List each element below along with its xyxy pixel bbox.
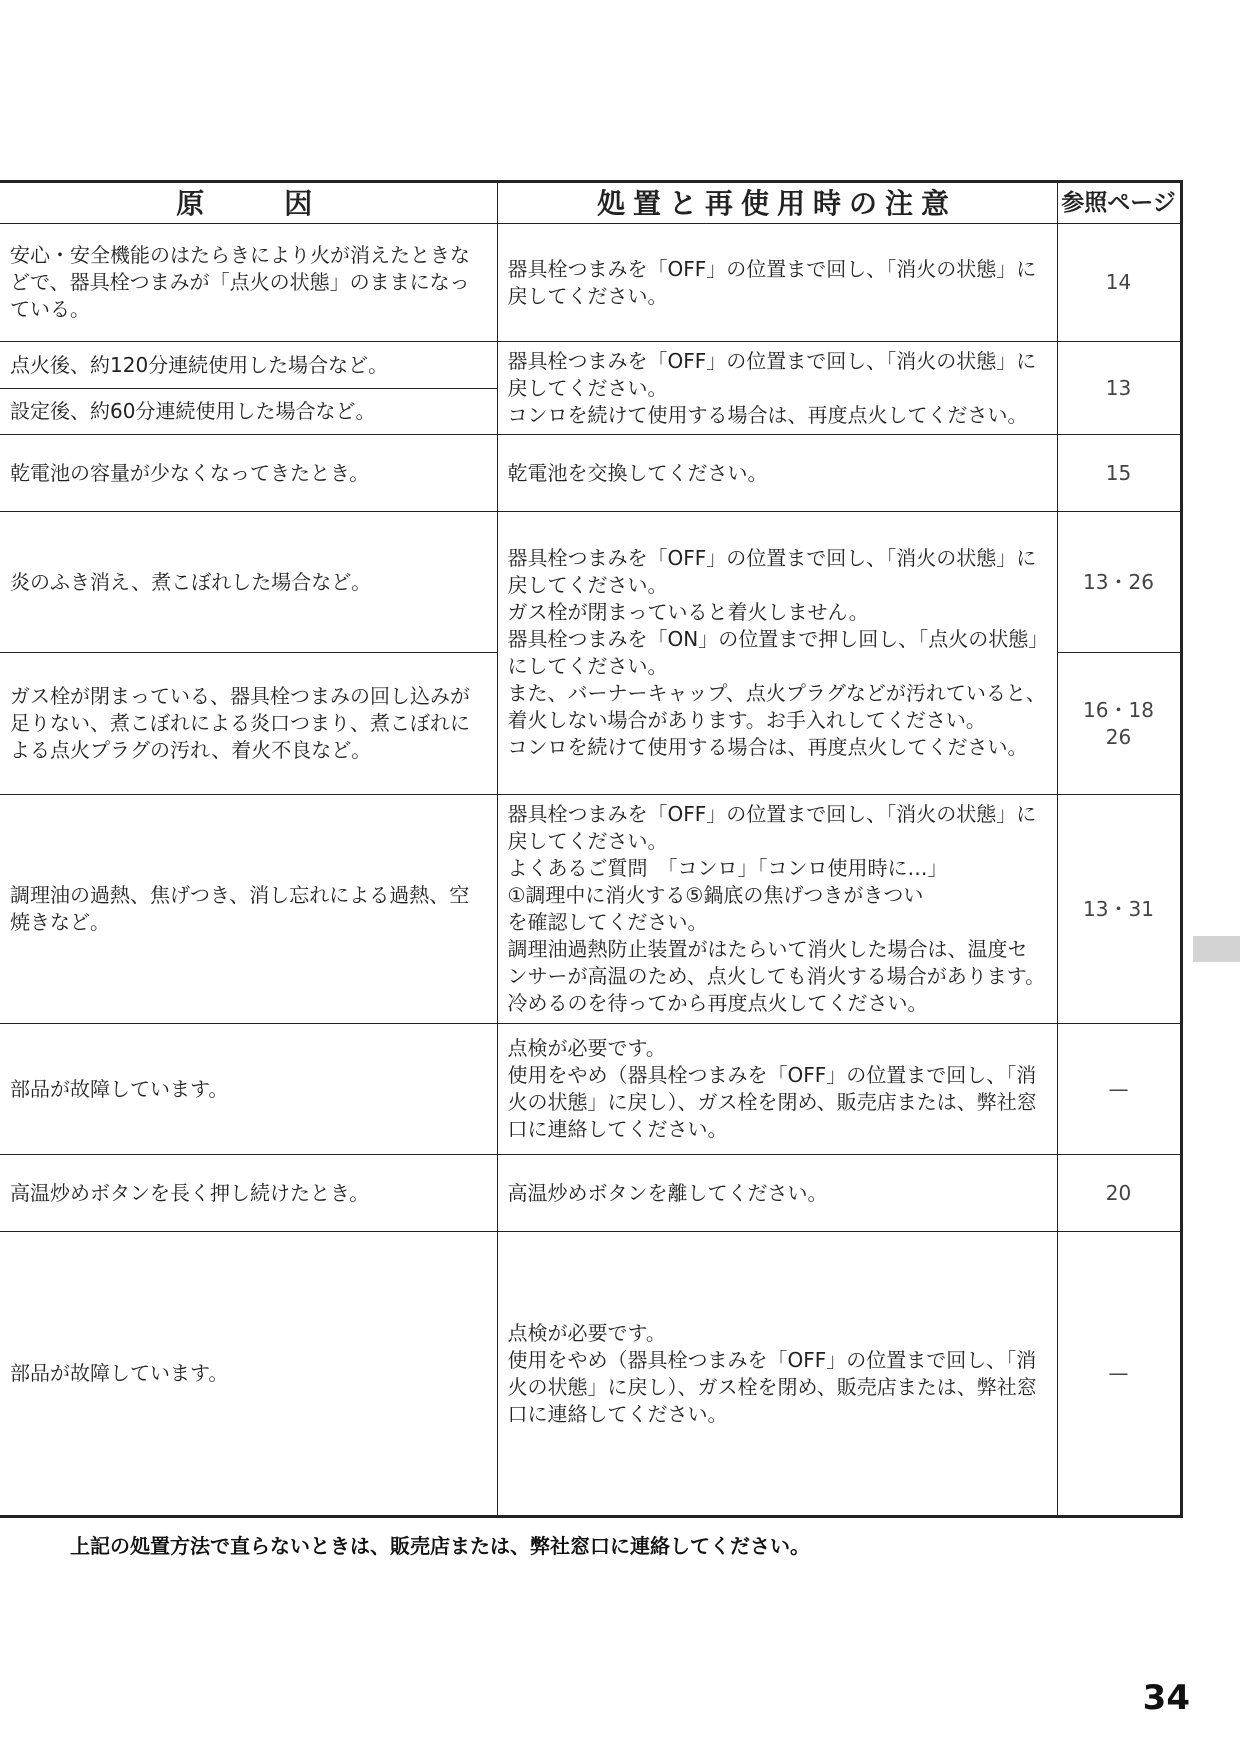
table-row xyxy=(0,512,1181,653)
table-row xyxy=(0,1232,1181,1517)
cause-cell: 設定後、約60分連続使用した場合など。 xyxy=(0,389,497,435)
table-header-row xyxy=(0,182,1181,224)
table-row xyxy=(0,435,1181,512)
cause-cell: 調理油の過熱、焦げつき、消し忘れによる過熱、空焼きなど。 xyxy=(0,795,497,1024)
action-cell: 乾電池を交換してください。 xyxy=(497,435,1057,512)
cause-cell: 乾電池の容量が少なくなってきたとき。 xyxy=(0,435,497,512)
action-cell: 点検が必要です。 使用をやめ（器具栓つまみを「OFF」の位置まで回し、「消火の状態」に戻し）、ガス栓を閉め、販売店または、弊社窓口に連絡してください。 xyxy=(497,1232,1057,1517)
ref-page-cell: 20 xyxy=(1057,1155,1181,1232)
cause-cell: 安心・安全機能のはたらきにより火が消えたときなどで、器具栓つまみが「点火の状態」のままになっている。 xyxy=(0,224,497,342)
ref-page-cell: 15 xyxy=(1057,435,1181,512)
action-cell: 点検が必要です。 使用をやめ（器具栓つまみを「OFF」の位置まで回し、「消火の状態」に戻し）、ガス栓を閉め、販売店または、弊社窓口に連絡してください。 xyxy=(497,1024,1057,1155)
cause-cell: 部品が故障しています。 xyxy=(0,1024,497,1155)
table-row xyxy=(0,342,1181,389)
header-ref-page: 参照ページ xyxy=(1057,182,1181,224)
side-index-tab xyxy=(1193,936,1240,962)
ref-page-cell: — xyxy=(1057,1024,1181,1155)
action-cell: 器具栓つまみを「OFF」の位置まで回し、「消火の状態」に戻してください。 よくあるご質問 「コンロ」「コンロ使用時に…」 ①調理中に消火する⑤鍋底の焦げつきがきつい を確認してください。 調理油過熱防止装置がはたらいて消火した場合は、温度センサーが高温のため、点火しても消火する場合があります。 冷めるのを待ってから再度点火してください。 xyxy=(497,795,1057,1024)
action-cell: 器具栓つまみを「OFF」の位置まで回し、「消火の状態」に戻してください。 コンロを続けて使用する場合は、再度点火してください。 xyxy=(497,342,1057,435)
footer-note: 上記の処置方法で直らないときは、販売店または、弊社窓口に連絡してください。 xyxy=(70,1534,810,1558)
header-action: 処置と再使用時の注意 xyxy=(497,182,1057,224)
table-row xyxy=(0,1024,1181,1155)
cause-cell: 高温炒めボタンを長く押し続けたとき。 xyxy=(0,1155,497,1232)
page-number: 34 xyxy=(1142,1678,1190,1718)
ref-page-cell: 13 xyxy=(1057,342,1181,435)
table-row xyxy=(0,224,1181,342)
ref-page-cell: 13・26 xyxy=(1057,512,1181,653)
action-cell: 高温炒めボタンを離してください。 xyxy=(497,1155,1057,1232)
cause-cell: 炎のふき消え、煮こぼれした場合など。 xyxy=(0,512,497,653)
table-row xyxy=(0,795,1181,1024)
troubleshooting-table xyxy=(0,180,1183,1518)
action-cell: 器具栓つまみを「OFF」の位置まで回し、「消火の状態」に戻してください。 ガス栓が閉まっていると着火しません。 器具栓つまみを「ON」の位置まで押し回し、「点火の状態」にしてください。 また、バーナーキャップ、点火プラグなどが汚れていると、着火しない場合があります。お手入れしてください。 コンロを続けて使用する場合は、再度点火してください。 xyxy=(497,512,1057,795)
ref-page-cell: 13・31 xyxy=(1057,795,1181,1024)
table-row xyxy=(0,1155,1181,1232)
action-cell: 器具栓つまみを「OFF」の位置まで回し、「消火の状態」に戻してください。 xyxy=(497,224,1057,342)
cause-cell: 点火後、約120分連続使用した場合など。 xyxy=(0,342,497,389)
ref-page-cell: 16・18 26 xyxy=(1057,653,1181,795)
cause-cell: ガス栓が閉まっている、器具栓つまみの回し込みが足りない、煮こぼれによる炎口つまり、煮こぼれによる点火プラグの汚れ、着火不良など。 xyxy=(0,653,497,795)
cause-cell: 部品が故障しています。 xyxy=(0,1232,497,1517)
ref-page-cell: 14 xyxy=(1057,224,1181,342)
header-cause: 原 因 xyxy=(0,182,497,224)
ref-page-cell: — xyxy=(1057,1232,1181,1517)
